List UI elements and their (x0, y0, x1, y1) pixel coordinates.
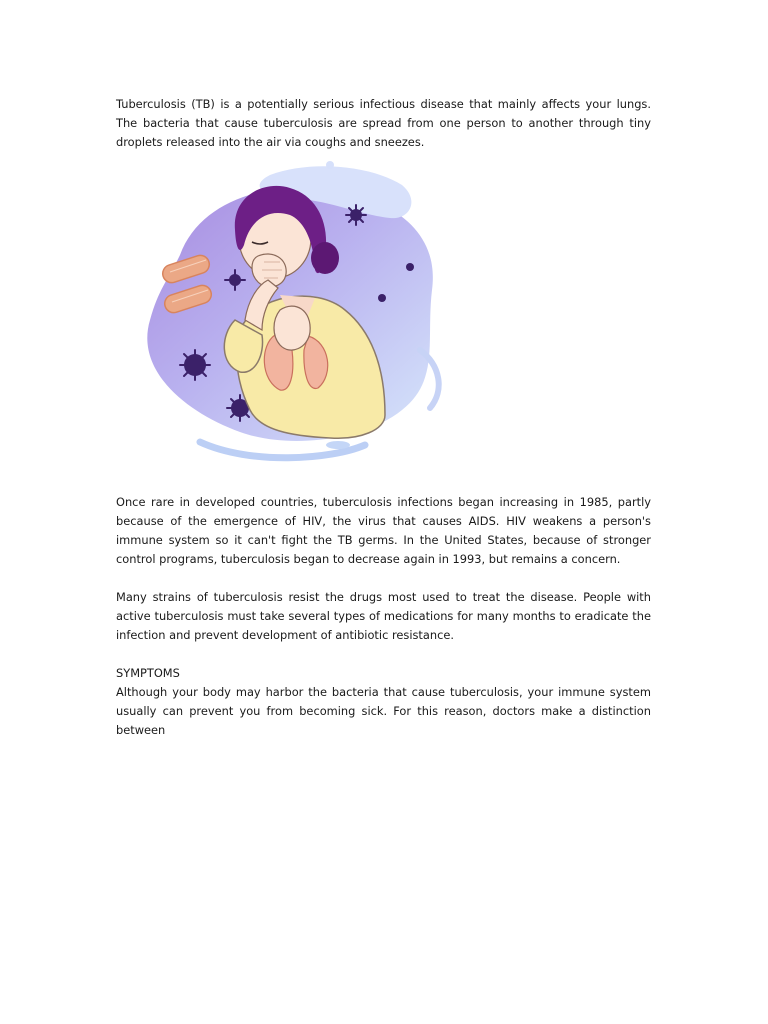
section-heading: SYMPTOMS (116, 666, 180, 680)
drug-resistance-paragraph: Many strains of tuberculosis resist the drugs most used to treat the disease. People with active tuberculosis must take several types of medications for many months to eradicate the infection and prevent development of antibiotic resistance. (116, 590, 651, 642)
coughing-woman-illustration (140, 160, 450, 470)
history-paragraph: Once rare in developed countries, tuberculosis infections began increasing in 1985, partly because of the emergence of HIV, the virus that causes AIDS. HIV weakens a person's immune system so it can't fight the TB germs. In the United States, because of stronger control programs, tuberculosis began to decrease again in 1993, but remains a concern. (116, 495, 651, 566)
intro-paragraph: Tuberculosis (TB) is a potentially serious infectious disease that mainly affects your lungs. The bacteria that cause tuberculosis are spread from one person to another through tiny droplets released into the air via coughs and sneezes. (116, 97, 651, 149)
symptoms-paragraph: Although your body may harbor the bacteria that cause tuberculosis, your immune system usually can prevent you from becoming sick. For this reason, doctors make a distinction between (116, 685, 651, 737)
